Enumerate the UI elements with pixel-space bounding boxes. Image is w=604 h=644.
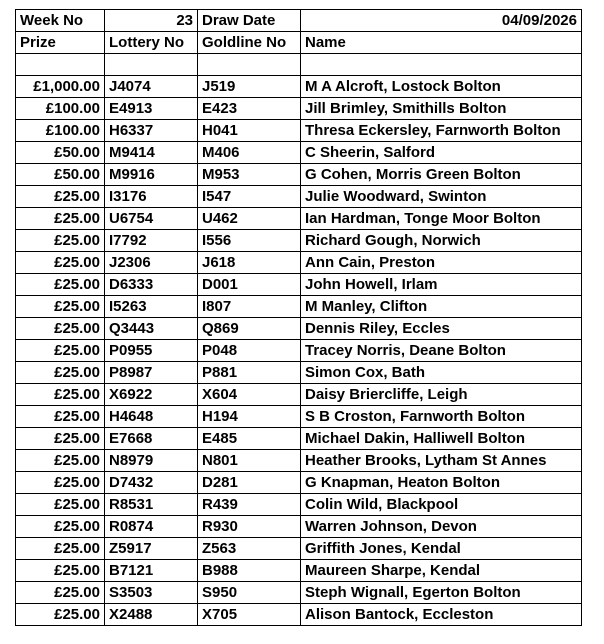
prize-cell: £25.00 <box>16 494 105 516</box>
lottery-no-cell: E7668 <box>105 428 198 450</box>
goldline-no-cell: R439 <box>198 494 301 516</box>
winner-name-cell: Richard Gough, Norwich <box>301 230 582 252</box>
table-row <box>16 450 582 472</box>
winner-name-cell: Steph Wignall, Egerton Bolton <box>301 582 582 604</box>
prize-cell: £25.00 <box>16 560 105 582</box>
winner-name-cell: Dennis Riley, Eccles <box>301 318 582 340</box>
lottery-no-cell: B7121 <box>105 560 198 582</box>
table-row <box>16 362 582 384</box>
lottery-no-cell: R8531 <box>105 494 198 516</box>
goldline-no-cell: E485 <box>198 428 301 450</box>
goldline-no-cell: I547 <box>198 186 301 208</box>
table-row <box>16 582 582 604</box>
lottery-no-cell: N8979 <box>105 450 198 472</box>
table-row <box>16 252 582 274</box>
column-header-prize: Prize <box>16 32 105 54</box>
winner-name-cell: Griffith Jones, Kendal <box>301 538 582 560</box>
table-row <box>16 428 582 450</box>
winner-name-cell: M Manley, Clifton <box>301 296 582 318</box>
winner-name-cell: Ann Cain, Preston <box>301 252 582 274</box>
goldline-no-cell: M953 <box>198 164 301 186</box>
table-row <box>16 472 582 494</box>
prize-cell: £25.00 <box>16 208 105 230</box>
lottery-no-cell: I3176 <box>105 186 198 208</box>
results-table <box>15 9 582 626</box>
table-row <box>16 76 582 98</box>
table-row <box>16 208 582 230</box>
lottery-no-cell: P0955 <box>105 340 198 362</box>
winner-name-cell: Simon Cox, Bath <box>301 362 582 384</box>
goldline-no-cell: B988 <box>198 560 301 582</box>
goldline-no-cell: Z563 <box>198 538 301 560</box>
table-row <box>16 604 582 626</box>
goldline-no-cell: H041 <box>198 120 301 142</box>
results-table-body <box>16 10 582 626</box>
goldline-no-cell: S950 <box>198 582 301 604</box>
prize-cell: £25.00 <box>16 384 105 406</box>
table-row <box>16 560 582 582</box>
prize-cell: £25.00 <box>16 340 105 362</box>
winner-name-cell: Maureen Sharpe, Kendal <box>301 560 582 582</box>
prize-cell: £50.00 <box>16 164 105 186</box>
table-row <box>16 230 582 252</box>
week-label: Week No <box>16 10 105 32</box>
table-row <box>16 186 582 208</box>
table-row <box>16 98 582 120</box>
table-row <box>16 538 582 560</box>
column-header-lottery-no: Lottery No <box>105 32 198 54</box>
winner-name-cell: S B Croston, Farnworth Bolton <box>301 406 582 428</box>
prize-cell: £25.00 <box>16 582 105 604</box>
prize-cell: £25.00 <box>16 296 105 318</box>
lottery-no-cell: I7792 <box>105 230 198 252</box>
goldline-no-cell: X705 <box>198 604 301 626</box>
prize-cell: £25.00 <box>16 538 105 560</box>
lottery-no-cell: J4074 <box>105 76 198 98</box>
lottery-no-cell: J2306 <box>105 252 198 274</box>
winner-name-cell: Warren Johnson, Devon <box>301 516 582 538</box>
goldline-no-cell: I556 <box>198 230 301 252</box>
table-row <box>16 494 582 516</box>
table-row <box>16 142 582 164</box>
goldline-no-cell: I807 <box>198 296 301 318</box>
lottery-no-cell: H4648 <box>105 406 198 428</box>
prize-cell: £25.00 <box>16 516 105 538</box>
lottery-no-cell: R0874 <box>105 516 198 538</box>
lottery-no-cell: Q3443 <box>105 318 198 340</box>
goldline-no-cell: D281 <box>198 472 301 494</box>
blank-cell <box>105 54 198 76</box>
table-row <box>16 516 582 538</box>
draw-date-label: Draw Date <box>198 10 301 32</box>
table-row <box>16 384 582 406</box>
lottery-no-cell: M9414 <box>105 142 198 164</box>
goldline-no-cell: J618 <box>198 252 301 274</box>
prize-cell: £50.00 <box>16 142 105 164</box>
table-row <box>16 318 582 340</box>
winner-name-cell: G Knapman, Heaton Bolton <box>301 472 582 494</box>
prize-cell: £25.00 <box>16 604 105 626</box>
winner-name-cell: Michael Dakin, Halliwell Bolton <box>301 428 582 450</box>
blank-row <box>16 54 582 76</box>
goldline-no-cell: Q869 <box>198 318 301 340</box>
lottery-no-cell: P8987 <box>105 362 198 384</box>
column-header-row <box>16 32 582 54</box>
prize-cell: £25.00 <box>16 230 105 252</box>
lottery-no-cell: M9916 <box>105 164 198 186</box>
table-row <box>16 164 582 186</box>
winner-name-cell: G Cohen, Morris Green Bolton <box>301 164 582 186</box>
lottery-no-cell: X2488 <box>105 604 198 626</box>
lottery-no-cell: S3503 <box>105 582 198 604</box>
draw-date-value: 04/09/2026 <box>301 10 582 32</box>
prize-cell: £25.00 <box>16 274 105 296</box>
prize-cell: £25.00 <box>16 450 105 472</box>
prize-cell: £1,000.00 <box>16 76 105 98</box>
blank-cell <box>16 54 105 76</box>
goldline-no-cell: E423 <box>198 98 301 120</box>
prize-cell: £25.00 <box>16 472 105 494</box>
lottery-no-cell: U6754 <box>105 208 198 230</box>
prize-cell: £25.00 <box>16 252 105 274</box>
blank-cell <box>301 54 582 76</box>
prize-cell: £25.00 <box>16 406 105 428</box>
goldline-no-cell: M406 <box>198 142 301 164</box>
winner-name-cell: Heather Brooks, Lytham St Annes <box>301 450 582 472</box>
prize-cell: £25.00 <box>16 186 105 208</box>
blank-cell <box>198 54 301 76</box>
table-row <box>16 340 582 362</box>
table-row <box>16 120 582 142</box>
winner-name-cell: John Howell, Irlam <box>301 274 582 296</box>
winner-name-cell: Alison Bantock, Eccleston <box>301 604 582 626</box>
winner-name-cell: Daisy Briercliffe, Leigh <box>301 384 582 406</box>
winner-name-cell: C Sheerin, Salford <box>301 142 582 164</box>
prize-cell: £100.00 <box>16 98 105 120</box>
lottery-no-cell: E4913 <box>105 98 198 120</box>
table-row <box>16 296 582 318</box>
winner-name-cell: M A Alcroft, Lostock Bolton <box>301 76 582 98</box>
lottery-no-cell: Z5917 <box>105 538 198 560</box>
prize-cell: £100.00 <box>16 120 105 142</box>
goldline-no-cell: N801 <box>198 450 301 472</box>
goldline-no-cell: P881 <box>198 362 301 384</box>
table-row <box>16 274 582 296</box>
winner-name-cell: Ian Hardman, Tonge Moor Bolton <box>301 208 582 230</box>
prize-cell: £25.00 <box>16 318 105 340</box>
column-header-name: Name <box>301 32 582 54</box>
winner-name-cell: Thresa Eckersley, Farnworth Bolton <box>301 120 582 142</box>
lottery-no-cell: D6333 <box>105 274 198 296</box>
goldline-no-cell: P048 <box>198 340 301 362</box>
winner-name-cell: Julie Woodward, Swinton <box>301 186 582 208</box>
table-row <box>16 406 582 428</box>
header-row <box>16 10 582 32</box>
lottery-no-cell: I5263 <box>105 296 198 318</box>
prize-cell: £25.00 <box>16 428 105 450</box>
goldline-no-cell: R930 <box>198 516 301 538</box>
lottery-no-cell: D7432 <box>105 472 198 494</box>
column-header-goldline-no: Goldline No <box>198 32 301 54</box>
winner-name-cell: Colin Wild, Blackpool <box>301 494 582 516</box>
goldline-no-cell: U462 <box>198 208 301 230</box>
winner-name-cell: Jill Brimley, Smithills Bolton <box>301 98 582 120</box>
lottery-no-cell: X6922 <box>105 384 198 406</box>
lottery-no-cell: H6337 <box>105 120 198 142</box>
prize-cell: £25.00 <box>16 362 105 384</box>
goldline-no-cell: H194 <box>198 406 301 428</box>
winner-name-cell: Tracey Norris, Deane Bolton <box>301 340 582 362</box>
goldline-no-cell: X604 <box>198 384 301 406</box>
goldline-no-cell: J519 <box>198 76 301 98</box>
week-value: 23 <box>105 10 198 32</box>
goldline-no-cell: D001 <box>198 274 301 296</box>
